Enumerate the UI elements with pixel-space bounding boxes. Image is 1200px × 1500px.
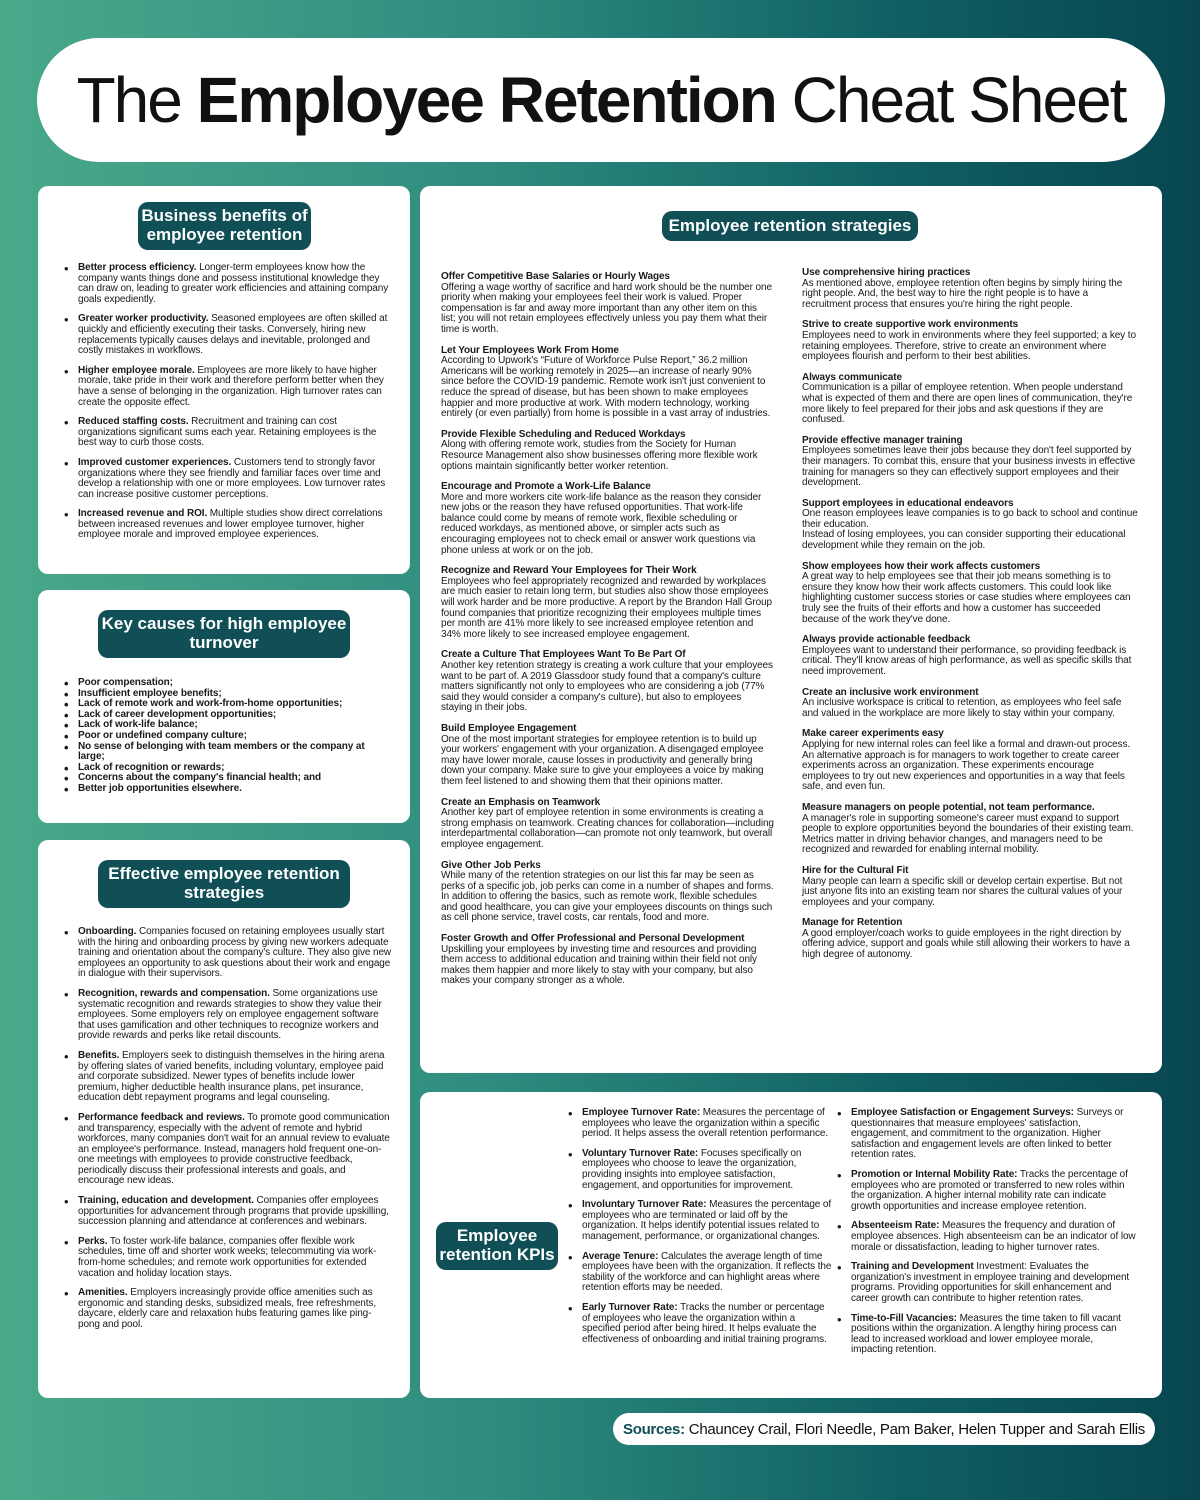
- strategy-heading: Always provide actionable feedback: [802, 634, 971, 646]
- kpi-item-heading: Employee Turnover Rate:: [582, 1107, 701, 1118]
- effective-strategy-item: [62, 1288, 392, 1330]
- strategy-heading: Strive to create supportive work environments: [802, 319, 1019, 331]
- title-part-2: Cheat Sheet: [791, 64, 1126, 136]
- kpi-item-heading: Promotion or Internal Mobility Rate:: [851, 1168, 1018, 1180]
- kpi-item-text: Tracks the percentage of employees who are promoted or transferred to new roles within the organization. A higher internal mobility rate can indicate growth opportunities and increase employee retention.: [851, 1168, 1128, 1212]
- effective-strategy-item-heading: Perks.: [78, 1235, 108, 1247]
- benefit-item-heading: Better process efficiency.: [78, 262, 197, 273]
- strategy-heading: Use comprehensive hiring practices: [802, 267, 971, 278]
- cause-item: • Concerns about the company's financial health; and: [62, 773, 392, 784]
- strategy-heading: Recognize and Reward Your Employees for Their Work: [441, 565, 697, 577]
- strategy-text: Employees want to understand their performance, so providing feedback is critical. They'll know areas of high performance, as well as specific skills that need improvement.: [802, 644, 1132, 677]
- kpi-item: [835, 1170, 1137, 1212]
- benefit-item-heading: Greater worker productivity.: [78, 313, 209, 325]
- strategy-heading: Support employees in educational endeavors: [802, 497, 1014, 509]
- strategy-text: More and more workers cite work-life balance as the reason they consider new jobs or the reason they have refused opportunities. That work-life balance could come by means of remote work, flexible scheduling or reduced workdays, as mentioned above, or simpler acts such as encouraging employees not to check email or answer work questions via phone unless at work or on the job.: [441, 491, 762, 556]
- benefit-item: [62, 314, 392, 356]
- effective-strategy-item: [62, 927, 392, 980]
- benefits-heading: Business benefits of employee retention: [138, 202, 311, 250]
- strategy-text: According to Upwork's “Future of Workforce Pulse Report,” 36.2 million Americans will be working remotely in 2025—an increase of nearly 90% since before the COVID-19 pandemic. Remote work isn't just convenient to reduce the spread of disease, but has been shown to make employees happier and more productive at work. With modern technology, working entirely (or even partially) from home is possible in a vast array of industries.: [441, 355, 771, 420]
- benefit-item-text: Customers tend to strongly favor organizations where they see friendly and familiar faces over time and develop a relationship with one or more employees. Low turnover rates can increase positive customer perceptions.: [78, 456, 386, 500]
- strategy-text: Employees who feel appropriately recognized and rewarded by workplaces are much easier to retain long term, but studies also show those employees will work harder and be more productive. A report by the Brandon Hall Group found companies that prioritize recognizing their employees multiple times per month are 41% more likely to see increased employee retention and 34% more likely to see increased employee engagement.: [441, 575, 773, 640]
- strategy-item: [441, 861, 774, 925]
- sources-text: Chauncey Crail, Flori Needle, Pam Baker, Helen Tupper and Sarah Ellis: [688, 1420, 1145, 1438]
- effective-strategy-item: [62, 1051, 392, 1104]
- cause-item: • Lack of work-life balance;: [62, 720, 392, 731]
- kpi-item: [835, 1221, 1137, 1253]
- kpis-right-column: [835, 1108, 1137, 1365]
- kpi-item-text: Measures the percentage of employees who leave the organization within a specific period. It helps assess the overall retention performance.: [582, 1107, 829, 1140]
- kpi-item-text: Calculates the average length of time employees have been with the organization. It reflects the stability of the workforce and can highlight areas where retention efforts may be needed.: [582, 1250, 832, 1294]
- effective-strategy-item: [62, 1113, 392, 1187]
- benefit-item: [62, 509, 392, 541]
- kpis-card: [420, 1092, 1162, 1398]
- strategy-heading: Foster Growth and Offer Professional and Personal Development: [441, 933, 745, 945]
- kpi-item-text: Focuses specifically on employees who choose to leave the organization, providing insights into employee satisfaction, engagement, and opportunities for improvement.: [582, 1147, 802, 1191]
- effective-strategy-item: [62, 989, 392, 1042]
- effective-strategy-item-text: Companies focused on retaining employees usually start with the hiring and onboarding process by giving new workers adequate training and orientation about the company's culture. They also give new employees an opportunity to ask questions about their work and engage in dialogue with their supervisors.: [78, 926, 392, 980]
- benefits-card: [38, 186, 410, 574]
- kpi-item: [835, 1108, 1137, 1161]
- strategy-text: One reason employees leave companies is to go back to school and continue their education. Instead of losing employees, you can consider supporting their educational development while they remain on the job.: [802, 508, 1138, 552]
- cause-item: • Poor compensation;: [62, 678, 392, 689]
- strategy-heading: Measure managers on people potential, not team performance.: [802, 801, 1095, 813]
- benefit-item: [62, 417, 392, 449]
- strategy-item: [802, 373, 1138, 426]
- strategy-item: [802, 866, 1138, 908]
- strategy-item: [802, 918, 1138, 960]
- effective-strategy-item: [62, 1196, 392, 1228]
- benefit-item-text: Recruitment and training can cost organizations significant sums each year. Retaining employees is the best way to curb those costs.: [78, 416, 377, 449]
- strategy-heading: Make career experiments easy: [802, 728, 944, 740]
- kpi-item: [566, 1149, 832, 1191]
- effective-strategy-item-text: Some organizations use systematic recognition and rewards strategies to show they value their employees. Some employers rely on employee engagement software that uses gamification and other techniques to recognize workers and provide rewards and perks like retail discounts.: [78, 987, 382, 1042]
- cause-item: • Better job opportunities elsewhere.: [62, 784, 392, 795]
- kpi-item-heading: Voluntary Turnover Rate:: [582, 1147, 699, 1159]
- strategy-item: [441, 346, 774, 420]
- strategy-item: [441, 566, 774, 640]
- strategy-text: Upskilling your employees by investing time and resources and providing them access to additional education and training within their field not only makes them happier and more likely to stay with your company, but also makes your company stronger as a whole.: [441, 943, 757, 987]
- strategy-text: Applying for new internal roles can feel like a formal and drawn-out process. An alternative approach is for managers to work together to create career experiments across an organization. These experiments encourage employees to try out new experiences and opportunities in a way that feels safe, and even fun.: [802, 738, 1131, 793]
- kpi-item-heading: Employee Satisfaction or Engagement Surveys:: [851, 1107, 1074, 1118]
- causes-card: [38, 590, 410, 823]
- effective-strategy-item-heading: Recognition, rewards and compensation.: [78, 987, 270, 999]
- benefit-item-heading: Increased revenue and ROI.: [78, 508, 208, 520]
- strategy-item: [441, 430, 774, 472]
- strategy-item: [441, 650, 774, 714]
- strategy-heading: Always communicate: [802, 371, 902, 383]
- effective-heading: Effective employee retention strategies: [98, 860, 350, 908]
- benefit-item-heading: Higher employee morale.: [78, 364, 195, 376]
- strategy-text: Along with offering remote work, studies from the Society for Human Resource Management also show businesses offering more flexible work options maintain significantly better worker retention.: [441, 439, 758, 472]
- cause-item: • Insufficient employee benefits;: [62, 689, 392, 700]
- strategy-item: [441, 798, 774, 851]
- causes-heading: Key causes for high employee turnover: [98, 610, 350, 658]
- cause-item: • Lack of recognition or rewards;: [62, 763, 392, 774]
- strategies-right-column: [802, 268, 1138, 971]
- strategy-heading: Create an inclusive work environment: [802, 686, 979, 698]
- kpi-item-text: Investment: Evaluates the organization's investment in employee training and development programs. Providing opportunities for skill enhancement and career growth can contribute to higher retention rates.: [851, 1261, 1130, 1304]
- cause-item: • Lack of career development opportunities;: [62, 710, 392, 721]
- cause-item: • Poor or undefined company culture;: [62, 731, 392, 742]
- effective-strategy-item: [62, 1237, 392, 1279]
- strategy-heading: Let Your Employees Work From Home: [441, 344, 619, 356]
- benefit-item: [62, 366, 392, 408]
- effective-strategy-item-text: To promote good communication and transparency, especially with the advent of remote and hybrid workforces, many companies don't wait for an annual review to evaluate an employee's performance. Instead, managers hold frequent one-on-one meetings with employees to provide constructive feedback, periodically discuss their professional interests and goals, and encourage new ideas.: [78, 1111, 390, 1187]
- strategies-heading: Employee retention strategies: [662, 211, 918, 241]
- effective-strategy-item-text: To foster work-life balance, companies offer flexible work schedules, time off and shorter work weeks; telecommuting via work-from-home schedules; and remote work opportunities for extended vacation and holiday location stays.: [78, 1235, 377, 1279]
- strategy-text: Employees need to work in environments where they feel supported; a key to retaining employees. Therefore, strive to create an environment where employees flourish and perform to their best abilities.: [802, 329, 1136, 363]
- strategy-heading: Build Employee Engagement: [441, 722, 577, 734]
- title-part-bold: Employee Retention: [196, 64, 776, 136]
- strategies-left-column: [441, 272, 774, 997]
- kpi-item: [566, 1108, 832, 1140]
- cause-item: • No sense of belonging with team members or the company at large;: [62, 742, 392, 763]
- strategy-text: A good employer/coach works to guide employees in the right direction by offering advice, support and goals while still allowing their workers to have a high degree of autonomy.: [802, 927, 1130, 961]
- strategy-heading: Manage for Retention: [802, 917, 903, 929]
- sources-label: Sources:: [623, 1420, 685, 1438]
- strategies-card: [420, 186, 1162, 1073]
- kpi-item-heading: Average Tenure:: [582, 1250, 659, 1262]
- kpi-item-heading: Time-to-Fill Vacancies:: [851, 1312, 957, 1324]
- benefit-item-heading: Improved customer experiences.: [78, 456, 232, 468]
- strategy-text: Another key part of employee retention in some environments is creating a strong emphasis on teamwork. Creating chances for collaboration—including interdepartmental collaboration—can promote not only teamwork, but overall employee engagement.: [441, 807, 774, 850]
- benefit-item: [62, 458, 392, 500]
- effective-strategy-item-text: Employers seek to distinguish themselves in the hiring arena by offering slates of varied benefits, including voluntary, employee paid and corporate subsidized. Newer types of benefits include lower premium, higher deductible health insurance plans, pet insurance, education debt repayment programs and legal counseling.: [78, 1049, 385, 1104]
- benefit-item-text: Longer-term employees know how the company wants things done and possess institutional knowledge they can draw on, leading to greater work efficiencies and attaining company goals expediently.: [78, 262, 389, 305]
- strategy-text: Another key retention strategy is creating a work culture that your employees want to be part of. A 2019 Glassdoor study found that a company's culture matters significantly not only to employees who are considering a job (77% said they would consider a company's culture), but also to employees staying in their jobs.: [441, 660, 773, 714]
- strategy-item: [802, 436, 1138, 489]
- kpi-item-heading: Absenteeism Rate:: [851, 1220, 940, 1232]
- strategy-text: As mentioned above, employee retention often begins by simply hiring the right people. And, the best way to hire the right people is to have a recruitment process that ensures you're hiring the right people.: [802, 277, 1123, 310]
- strategy-text: Offering a wage worthy of sacrifice and hard work should be the number one priority when making your employees feel their work is valued. Proper compensation is far and away more important than any other item on this list; you will not retain employees effectively unless you pay them what their time is worth.: [441, 281, 772, 335]
- strategy-item: [441, 272, 774, 336]
- kpi-item: [835, 1262, 1137, 1304]
- strategy-item: [802, 688, 1138, 720]
- kpi-item-text: Measures the frequency and duration of employee absences. High absenteeism can be an indicator of low morale or dissatisfaction, leading to higher turnover rates.: [851, 1220, 1136, 1253]
- benefit-item-text: Employees are more likely to have higher morale, take pride in their work and therefore perform better when they have a sense of belonging in the organization. High turnover rates can create the opposite effect.: [78, 364, 384, 408]
- strategy-text: Employees sometimes leave their jobs because they don't feel supported by their managers. To combat this, ensure that your business invests in effective training for managers so they can effectively support employees and their development.: [802, 445, 1136, 489]
- kpis-left-column: [566, 1108, 832, 1354]
- strategy-text: An inclusive workspace is critical to retention, as employees who feel safe and valued in the workplace are more likely to stay within your company.: [802, 697, 1122, 719]
- kpi-item-heading: Training and Development: [851, 1261, 974, 1273]
- effective-strategy-item-heading: Performance feedback and reviews.: [78, 1111, 245, 1123]
- strategy-item: [802, 320, 1138, 362]
- strategy-text: While many of the retention strategies on our list this far may be seen as perks of a specific job, job perks can come in a number of shapes and forms. In addition to offering the basics, such as remote work, flexible schedules and good healthcare, you can give your employees discounts on things such as cell phone service, travel costs, car rentals, food and more.: [441, 870, 774, 924]
- strategy-heading: Hire for the Cultural Fit: [802, 864, 909, 876]
- kpi-item: [566, 1200, 832, 1242]
- effective-card: [38, 840, 410, 1398]
- effective-strategy-item-heading: Onboarding.: [78, 926, 137, 937]
- causes-list: [62, 678, 392, 795]
- kpi-item: [566, 1252, 832, 1294]
- strategy-heading: Provide effective manager training: [802, 434, 963, 446]
- page-title: [37, 38, 1165, 162]
- sources-bar: [613, 1413, 1155, 1445]
- strategy-item: [441, 724, 774, 788]
- benefit-item-heading: Reduced staffing costs.: [78, 416, 189, 428]
- strategy-item: [441, 482, 774, 556]
- benefits-list: [62, 263, 392, 550]
- strategy-item: [802, 729, 1138, 793]
- effective-strategy-item-heading: Amenities.: [78, 1287, 128, 1299]
- effective-list: [62, 927, 392, 1340]
- effective-strategy-item-heading: Benefits.: [78, 1049, 120, 1061]
- kpis-heading: Employee retention KPIs: [436, 1222, 558, 1270]
- strategy-item: [802, 562, 1138, 626]
- strategy-item: [802, 635, 1138, 677]
- cause-item: • Lack of remote work and work-from-home opportunities;: [62, 699, 392, 710]
- strategy-text: One of the most important strategies for employee retention is to build up your workers' engagement with your organization. A disengaged employee may have lower morale, cause losses in productivity and generally bring down your company. Make sure to give your employees a voice by making them feel listened to and showing them that their opinions matter.: [441, 733, 764, 787]
- kpi-item: [566, 1303, 832, 1345]
- kpi-item-text: Surveys or questionnaires that measure employees' satisfaction, engagement, and commitment to the organization. Higher satisfaction and engagement levels are often linked to better retention rates.: [851, 1107, 1124, 1161]
- kpi-item-text: Measures the percentage of employees who are terminated or laid off by the organization. It helps identify potential issues related to management, performance, or organizational changes.: [582, 1199, 832, 1242]
- effective-strategy-item-text: Companies offer employees opportunities for advancement through programs that provide upskilling, succession planning and attendance at conferences and webinars.: [78, 1195, 389, 1228]
- strategy-heading: Provide Flexible Scheduling and Reduced Workdays: [441, 428, 686, 440]
- title-part-1: The: [76, 64, 181, 136]
- kpi-item: [835, 1314, 1137, 1356]
- strategy-heading: Show employees how their work affects customers: [802, 560, 1041, 572]
- strategy-heading: Offer Competitive Base Salaries or Hourly Wages: [441, 271, 670, 282]
- strategy-text: A great way to help employees see that their job means something is to ensure they know how their work affects customers. This could look like highlighting customer success stories or case studies where employees can truly see the fruits of their efforts and how a customer has succeeded because of the work they've done.: [802, 571, 1131, 625]
- benefit-item: [62, 263, 392, 305]
- effective-strategy-item-heading: Training, education and development.: [78, 1195, 254, 1207]
- strategy-item: [802, 803, 1138, 856]
- strategy-heading: Create a Culture That Employees Want To Be Part Of: [441, 649, 686, 661]
- benefit-item-text: Multiple studies show direct correlations between increased revenues and lower employee turnover, higher employee morale and improved employee experiences.: [78, 508, 383, 541]
- strategy-text: A manager's role in supporting someone's career must expand to support people to explore opportunities beyond the boundaries of their existing team. Metrics matter in driving behavior changes, and managers need to be recognized and rewarded for enabling internal mobility.: [802, 812, 1134, 856]
- benefit-item-text: Seasoned employees are often skilled at quickly and efficiently executing their tasks. Conversely, hiring new replacements typically causes delays and inevitable, prolonged and costly mistakes in workflows.: [78, 313, 388, 357]
- effective-strategy-item-text: Employers increasingly provide office amenities such as ergonomic and standing desks, subsidized meals, free refreshments, daycare, elderly care and relaxation hubs featuring games like ping-pong and pool.: [78, 1287, 377, 1330]
- strategy-item: [802, 499, 1138, 552]
- strategy-item: [441, 934, 774, 987]
- strategy-item: [802, 268, 1138, 310]
- kpi-item-text: Measures the time taken to fill vacant positions within the organization. A lengthy hiring process can lead to increased workload and lower employee morale, impacting retention.: [851, 1312, 1121, 1356]
- kpi-item-heading: Involuntary Turnover Rate:: [582, 1199, 707, 1211]
- strategy-heading: Create an Emphasis on Teamwork: [441, 796, 601, 808]
- strategy-heading: Encourage and Promote a Work-Life Balance: [441, 481, 651, 493]
- kpi-item-text: Tracks the number or percentage of employees who leave the organization within a specified period after being hired. It helps evaluate the effectiveness of onboarding and initial training programs.: [582, 1301, 827, 1345]
- strategy-heading: Give Other Job Perks: [441, 859, 541, 871]
- strategy-text: Many people can learn a specific skill or develop certain expertise. But not just anyone fits into an existing team nor shares the cultural values of your employees and your company.: [802, 875, 1123, 908]
- strategy-text: Communication is a pillar of employee retention. When people understand what is expected of them and there are open lines of communication, they're more likely to feel prepared for their jobs and ask questions if they are confused.: [802, 382, 1133, 426]
- kpi-item-heading: Early Turnover Rate:: [582, 1301, 678, 1313]
